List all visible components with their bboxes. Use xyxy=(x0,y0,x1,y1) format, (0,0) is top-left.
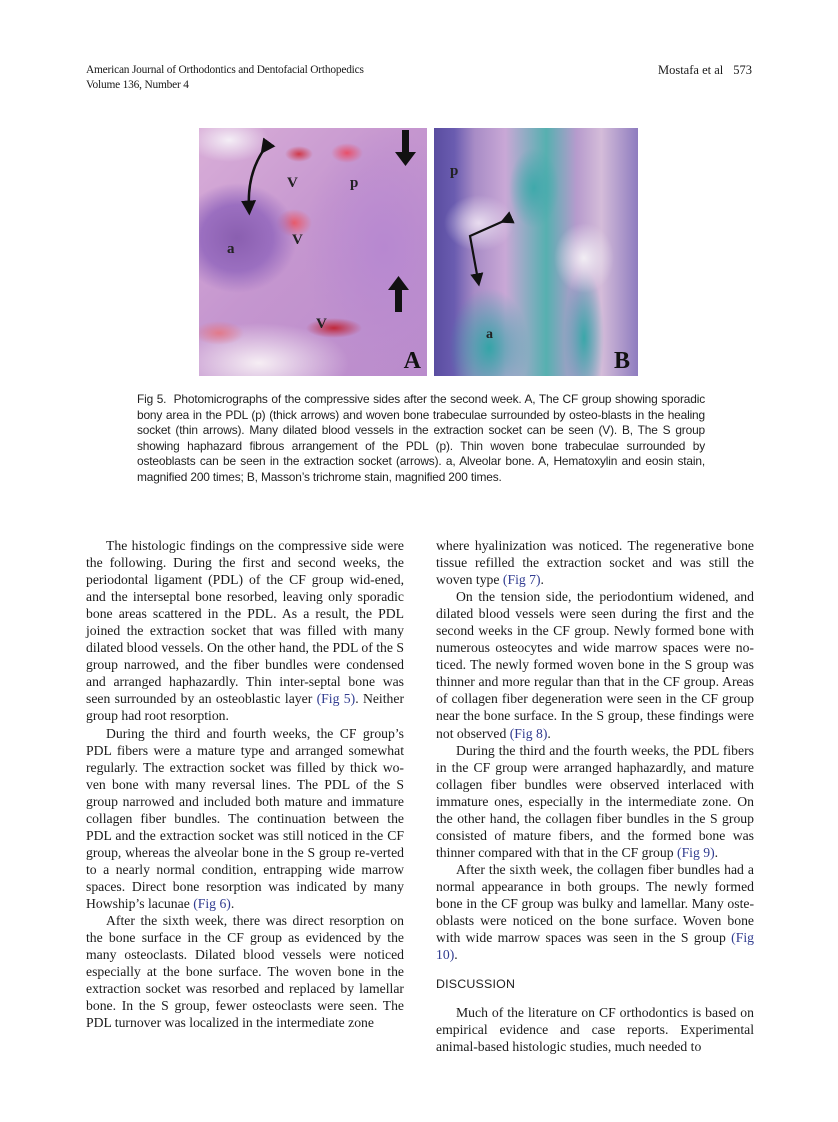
discussion-paragraph: Much of the literature on CF orthodontics is based on empirical evidence and case reports. Experimental animal-based histologic studies, much needed to xyxy=(436,1005,754,1055)
paragraph-text: . xyxy=(230,895,235,911)
paragraph-text: The histologic findings on the compressive side were the following. During the first and second weeks, the periodontal ligament (PDL) of the CF group wid-ened, and the interseptal bone resorbed, leaving only sporadic bone areas scattered in the PDL. As a result, the PDL joined the extraction socket that was filled with many dilated blood vessels. On the other hand, the PDL of the S group narrowed, and the fiber bundles were condensed and arranged haphazardly. Thin inter-septal bone was seen surrounded by an osteoblastic layer xyxy=(86,538,404,707)
paragraph-text: On the tension side, the periodontium widened, and dilated blood vessels were seen during the first and the second weeks in the CF group. Newly formed bone with numerous osteocytes and wide marrow spaces were no-ticed. The newly formed woven bone in the S group was thinner and more regular than that in the CF group. Areas of collagen fiber degeneration were seen in the CF group near the bone surface. In the S group, these findings were not observed xyxy=(436,589,754,741)
paragraph-text: . xyxy=(540,572,544,588)
right-column xyxy=(436,537,754,1055)
figure-reference-link[interactable]: (Fig 5) xyxy=(316,691,356,707)
figure-reference-link[interactable]: (Fig 9) xyxy=(677,844,715,860)
panel-b-tag-a: a xyxy=(486,327,493,342)
journal-title: American Journal of Orthodontics and Dentofacial Orthopedics xyxy=(86,64,364,76)
figure-reference-link[interactable]: (Fig 7) xyxy=(502,572,541,588)
panel-a-tag-v3: V xyxy=(316,316,327,332)
figure-reference-link[interactable]: (Fig 6) xyxy=(193,895,231,911)
running-authors: Mostafa et al xyxy=(657,63,724,77)
author-page-info xyxy=(658,63,752,78)
paragraph-text: After the sixth week, there was direct resorption on the bone surface in the CF group as evidenced by the many osteoclasts. Dilated blood vessels were noticed especially at the bone surface. The woven bone in the extraction socket was resorbed and replaced by lamellar bone. In the S group, fewer osteoclasts were seen. The PDL turnover was localized in the intermediate zone xyxy=(86,913,404,1031)
discussion-heading: DISCUSSION xyxy=(436,977,516,992)
body-paragraph xyxy=(436,588,754,741)
paragraph-text: . xyxy=(454,947,458,963)
page-number: 573 xyxy=(733,63,752,77)
figure-reference-link[interactable]: (Fig 10) xyxy=(436,930,754,963)
body-paragraph xyxy=(436,742,754,861)
figure-5 xyxy=(199,128,639,376)
panel-a-tag-v2: V xyxy=(292,232,303,248)
journal-info xyxy=(86,63,364,93)
paragraph-text: . xyxy=(714,844,719,860)
panel-a-tag-a: a xyxy=(227,241,235,257)
panel-a-label: A xyxy=(403,348,421,374)
panel-b-tag-p: p xyxy=(450,163,459,179)
caption-label: Fig 5. xyxy=(137,392,167,406)
arrow-overlay-b xyxy=(434,128,638,376)
figure-panel-b xyxy=(434,128,638,376)
body-paragraph xyxy=(436,537,754,588)
body-paragraph xyxy=(86,912,404,1031)
left-column xyxy=(86,537,404,1031)
paragraph-text: . Neither group had root resorption. xyxy=(86,691,405,724)
body-paragraph xyxy=(86,725,404,913)
paragraph-text: During the third and the fourth weeks, the PDL fibers in the CF group were arranged haphazardly, and mature collagen fiber bundles were observed interlaced with immature ones, especially in the intermediate zone. On the other hand, the collagen fiber bundles in the S group consisted of mature fibers, and the formed bone was thinner compared with that in the CF group xyxy=(436,742,754,860)
figure-panel-a xyxy=(199,128,427,376)
caption-text: Photomicrographs of the compressive sides after the second week. A, The CF group showing sporadic bony area in the PDL (p) (thick arrows) and woven bone trabeculae surrounded by osteo-blasts in the healing socket (thin arrows). Many dilated blood vessels in the extraction socket can be seen (V). B, The S group showing haphazard fibrous arrangement of the PDL (p). Thin woven bone trabeculae surrounded by osteoblasts can be seen in the extraction socket (arrows). a, Alveolar bone. A, Hematoxylin and eosin stain, magnified 200 times; B, Masson’s trichrome stain, magnified 200 times. xyxy=(137,392,705,484)
paragraph-text: . xyxy=(547,725,551,741)
journal-volume: Volume 136, Number 4 xyxy=(86,79,189,91)
body-paragraph xyxy=(436,861,754,963)
figure-reference-link[interactable]: (Fig 8) xyxy=(509,725,548,741)
paragraph-text: After the sixth week, the collagen fiber bundles had a normal appearance in both groups. The newly formed bone in the CF group was bulky and lamellar. Many oste-oblasts were noticed on the bone surface. Woven bone with wide marrow spaces was seen in the S group xyxy=(436,861,754,946)
paragraph-text: During the third and fourth weeks, the CF group’s PDL fibers were a mature type and arranged somewhat regularly. The extraction socket was filled by thick wo-ven bone with many reversal lines. The PDL of the S group narrowed and included both mature and immature collagen fiber bundles. The continuation between the PDL and the extraction socket was still noticed in the CF group, whereas the alveolar bone in the S group re-verted to a nearly normal condition, entrapping wide marrow spaces. Direct bone resorption was indicated by many Howship’s lacunae xyxy=(86,725,404,911)
figure-caption xyxy=(137,392,705,486)
paragraph-text: where hyalinization was noticed. The regenerative bone tissue refilled the extraction socket and was still the woven type xyxy=(436,538,754,588)
panel-b-label: B xyxy=(613,348,630,374)
panel-a-tag-v1: V xyxy=(287,175,298,191)
body-paragraph xyxy=(86,537,404,725)
panel-a-tag-p: p xyxy=(350,175,359,191)
